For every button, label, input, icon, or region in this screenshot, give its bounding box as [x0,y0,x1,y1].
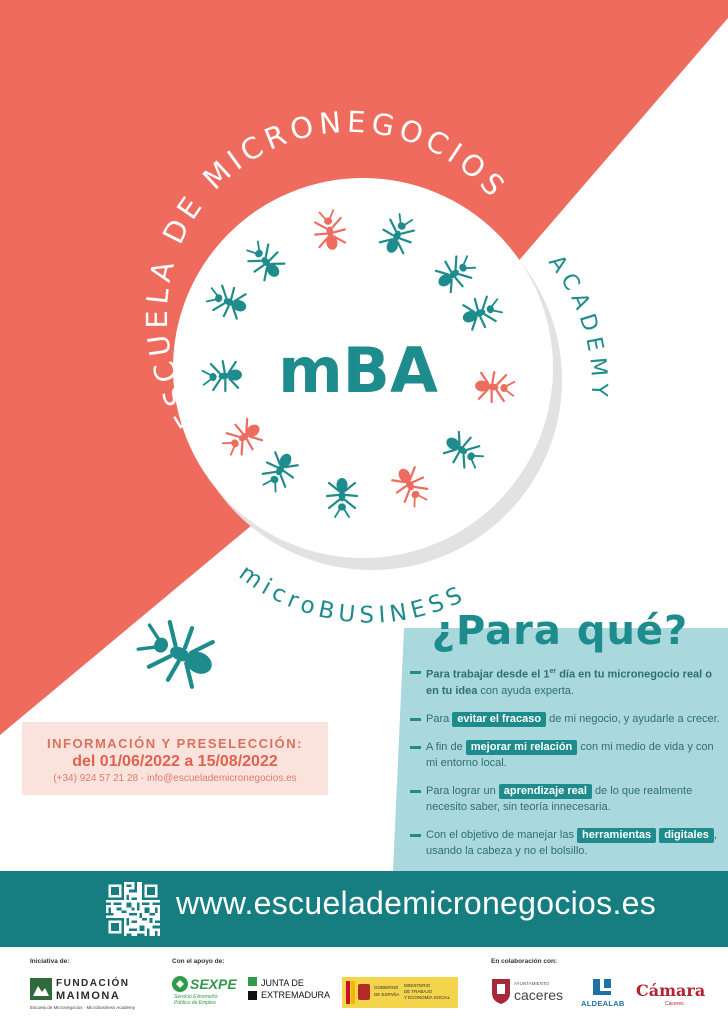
junta-line2: EXTREMADURA [261,990,331,1000]
info-contact[interactable]: (+34) 924 57 21 28 · info@escuelademicronegocios.es [53,773,297,784]
why-text: con ayuda experta. [477,684,574,697]
why-item [410,711,722,727]
why-item [410,827,722,859]
gobierno-logo [342,977,458,1008]
ministerio-line1: MINISTERIO [404,983,431,988]
junta-black-square-icon [248,991,257,1000]
sexpe-sub1: Servicio Extremeño [174,994,218,1000]
why-text: Para trabajar desde el 1 [426,668,550,681]
ministerio-line3: Y ECONOMÍA SOCIAL [404,995,451,1000]
footer-band [0,871,728,947]
gobierno-line1: GOBIERNO [374,985,399,990]
why-highlight: aprendizaje real [499,784,592,799]
why-highlight: evitar el fracaso [452,712,546,727]
why-list [410,664,722,871]
why-text: de lo que realmente necesito saber, sin teoría innecesaria. [426,784,693,813]
arc-title-bottom: microBUSINESS [234,559,471,629]
caceres-shield-icon [491,977,511,1005]
sexpe-sub2: Público de Empleo [174,1000,216,1006]
why-item [410,739,722,771]
qr-code-icon[interactable] [106,882,160,936]
sexpe-logo-icon [172,976,188,992]
collab-label: En colaboración con: [491,958,558,965]
badge-center-text: mBA [278,334,438,407]
why-item [410,664,722,699]
ant-icon [132,611,223,694]
bullet-dash-icon [410,718,421,721]
aldealab-logo-icon [591,977,613,997]
aldealab-name: ALDEALAB [581,999,625,1008]
info-dates: del 01/06/2022 a 15/08/2022 [72,753,278,770]
maimona-sub: Escuela de Micronegocios · Microbusiness Academy [30,1005,136,1010]
bullet-dash-icon [410,790,421,793]
why-text: er [549,668,557,675]
arc-title-top: ESCUELA DE MICRONEGOCIOS [139,104,515,435]
why-text: Con el objetivo de manejar las [426,828,578,841]
why-text: A fin de [426,740,466,753]
why-text: de mi negocio, y ayudarle a crecer. [546,712,720,725]
support-label: Con el apoyo de: [172,958,225,965]
bullet-dash-icon [410,671,421,674]
info-box [22,722,328,795]
caceres-name: caceres [514,987,564,1003]
ministerio-line2: DE TRABAJO [404,989,433,994]
junta-line1: JUNTA DE [261,978,304,988]
flag-red-bar [346,981,350,1004]
sexpe-name: SEXPE [190,976,237,992]
coat-of-arms-icon [358,984,370,1000]
why-text: con mi medio de vida y con mi entorno local. [426,740,714,769]
why-text: Para lograr un [426,784,499,797]
camara-sub: Cáceres [665,1001,684,1007]
bullet-dash-icon [410,834,421,837]
why-text: día en tu micronegocio real o en tu idea [426,668,713,697]
website-url[interactable]: www.escuelademicronegocios.es [176,885,657,921]
ayuntamiento-label: AYUNTAMIENTO [514,981,550,986]
gobierno-line2: DE ESPAÑA [374,992,400,997]
junta-green-square-icon [248,977,257,986]
maimona-logo-icon [30,978,52,1000]
sponsor-strip [0,947,728,1024]
maimona-line1: FUNDACIÓN [56,978,130,989]
why-highlight: digitales [659,828,714,843]
info-title: INFORMACIÓN Y PRESELECCIÓN: [47,736,303,751]
arc-title-right: ACADEMY [543,250,612,403]
why-item [410,783,722,815]
why-text: , usando la cabeza y no el bolsillo. [426,828,717,857]
camara-name: Cámara [636,981,706,1000]
why-title: ¿Para qué? [431,608,689,654]
initiative-label: Iniciativa de: [30,958,70,965]
why-text: Para [426,712,453,725]
why-highlight: herramientas [577,828,656,843]
maimona-line2: MAIMONA [56,990,121,1002]
why-highlight: mejorar mi relación [466,740,578,755]
bullet-dash-icon [410,746,421,749]
flag-yellow-bar [351,981,355,1004]
